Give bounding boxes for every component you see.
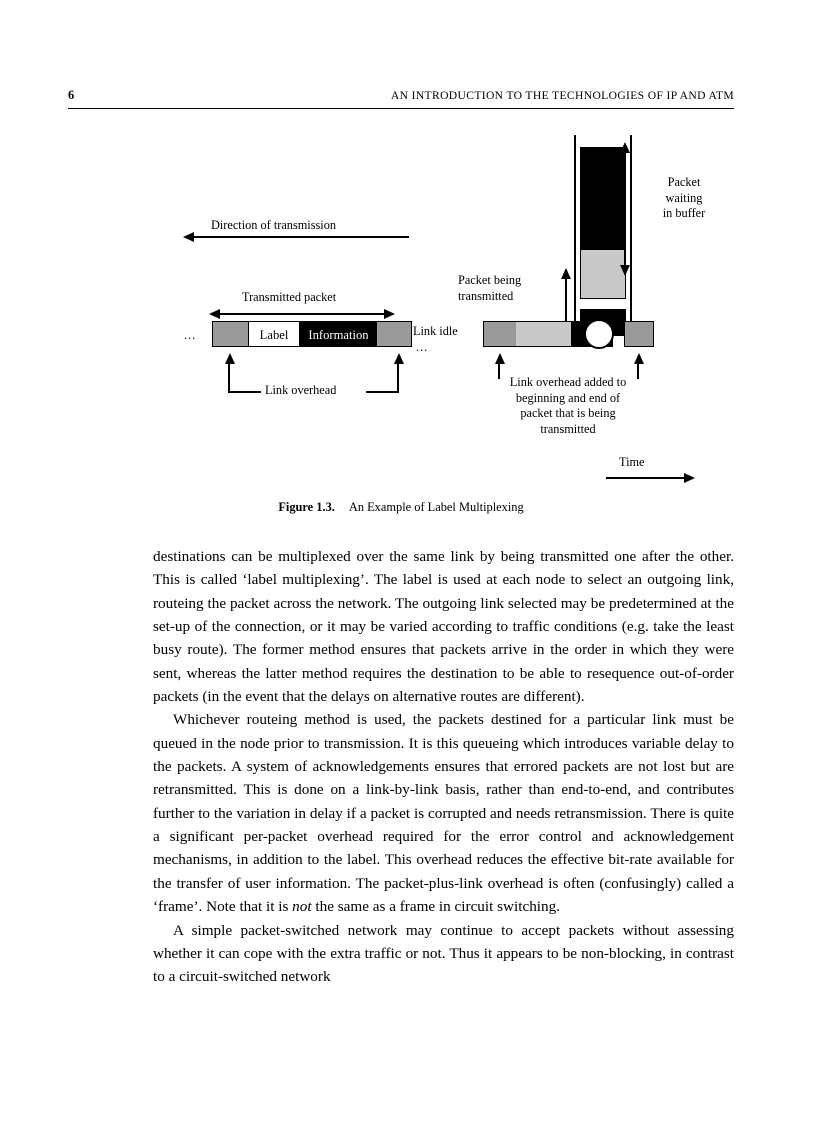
figure-caption-title: An Example of Label Multiplexing [348, 500, 524, 514]
overhead-added-line-3: packet that is being [520, 406, 616, 420]
transmitted-packet-measure-line [220, 313, 384, 315]
node-circle [584, 319, 614, 349]
right-overhead-arrowhead-left [495, 353, 505, 364]
link-overhead-bracket-left [228, 391, 261, 393]
packet-being-transmitted-line-2: transmitted [458, 288, 514, 303]
left-label-text: Label [259, 328, 289, 342]
right-light-packet-block [516, 322, 571, 346]
link-overhead-arrowhead-left [225, 353, 235, 364]
packet-waiting-line-2: waiting [665, 190, 703, 205]
running-title: AN INTRODUCTION TO THE TECHNOLOGIES OF IP AND ATM [390, 89, 734, 102]
transmitted-packet-arrowhead-right [384, 309, 395, 319]
header-rule [68, 108, 734, 109]
link-overhead-label: Link overhead [265, 383, 337, 397]
body-text [153, 545, 734, 989]
packet-waiting-line-3: in buffer [662, 206, 706, 220]
body-paragraph-1: destinations can be multiplexed over the same link by being transmitted one after the other. This is called ‘label multiplexing’. The label is used at each node to select an outgoing link, routeing the packet across the network. The outgoing link selected may be predetermined at the set-up of the connection, or it may be varied according to traffic conditions (e.g. take the least busy route). The former method ensures that packets arrive in the order in which they were sent, whereas the latter method requires the destination to be able to resequence out-of-order packets (in the event that the delays on alternative routes are different). [153, 548, 734, 706]
transmitted-packet-label: Transmitted packet [242, 290, 337, 304]
packet-waiting-measure-line [624, 152, 626, 268]
left-overhead-start-segment [213, 322, 248, 346]
transmitted-packet-arrowhead-left [209, 309, 220, 319]
direction-of-transmission-line [194, 236, 409, 238]
right-overhead-arrowhead-right [634, 353, 644, 364]
page-number: 6 [68, 88, 75, 102]
time-axis-line [606, 477, 684, 479]
packet-being-transmitted-arrowhead-up [561, 268, 571, 279]
left-overhead-end-segment [377, 322, 411, 346]
packet-being-transmitted-line-1: Packet being [458, 273, 522, 287]
figure-1-3-diagram [68, 125, 748, 520]
time-axis-arrowhead [684, 473, 695, 483]
left-information-text: Information [308, 328, 369, 342]
packet-waiting-in-buffer-label [638, 175, 730, 222]
transmitted-packet-bar [212, 321, 412, 347]
link-overhead-bracket-right [366, 391, 399, 393]
figure-caption-number: Figure 1.3. [278, 500, 335, 514]
buffer-wall-right [630, 135, 632, 335]
overhead-added-line-1: Link overhead added to [509, 375, 627, 389]
direction-of-transmission-label: Direction of transmission [211, 218, 336, 232]
running-header [68, 88, 734, 112]
buffer-wall-left [574, 135, 576, 335]
left-link-ellipsis: ... [184, 328, 197, 342]
queued-packet-black-top [580, 147, 626, 249]
right-overhead-block [484, 322, 516, 346]
link-overhead-stem-left [228, 363, 230, 393]
overhead-added-line-2: beginning and end of [515, 390, 621, 405]
link-idle-label: Link idle [413, 324, 458, 338]
packet-being-transmitted-label [458, 273, 521, 304]
overhead-added-line-4: transmitted [540, 421, 596, 436]
body-paragraph-3: A simple packet-switched network may continue to accept packets without assessing whether it can cope with the extra traffic or not. Thus it appears to be non-blocking, in contrast to a circuit-switched network [153, 921, 734, 986]
packet-waiting-arrowhead-down [620, 265, 630, 276]
time-axis-label: Time [619, 455, 645, 469]
link-overhead-added-label [463, 375, 673, 437]
link-idle-ellipsis: ... [416, 340, 429, 354]
link-overhead-arrowhead-right [394, 353, 404, 364]
link-overhead-stem-right [397, 363, 399, 393]
direction-of-transmission-arrowhead [183, 232, 194, 242]
packet-waiting-line-1: Packet [667, 175, 701, 189]
packet-waiting-arrowhead-up [620, 142, 630, 153]
body-paragraph-2: Whichever routeing method is used, the packets destined for a particular link must be queued in the node prior to transmission. It is this queueing which introduces variable delay to the packets. A system of acknowledgements ensures that errored packets are not lost but are retransmitted. This is done on a link-by-link basis, rather than end-to-end, and contributes further to the variation in delay if a packet is corrupted and needs retransmission. There is quite a significant per-packet overhead required for the error control and acknowledgement mechanisms, in addition to the label. This overhead reduces the effective bit-rate available for the transfer of user information. The packet-plus-link overhead is often (confusingly) called a ‘frame’. Note that it is not the same as a frame in circuit switching. [153, 711, 734, 916]
figure-caption [68, 500, 734, 515]
right-trailing-overhead-block [624, 321, 654, 347]
